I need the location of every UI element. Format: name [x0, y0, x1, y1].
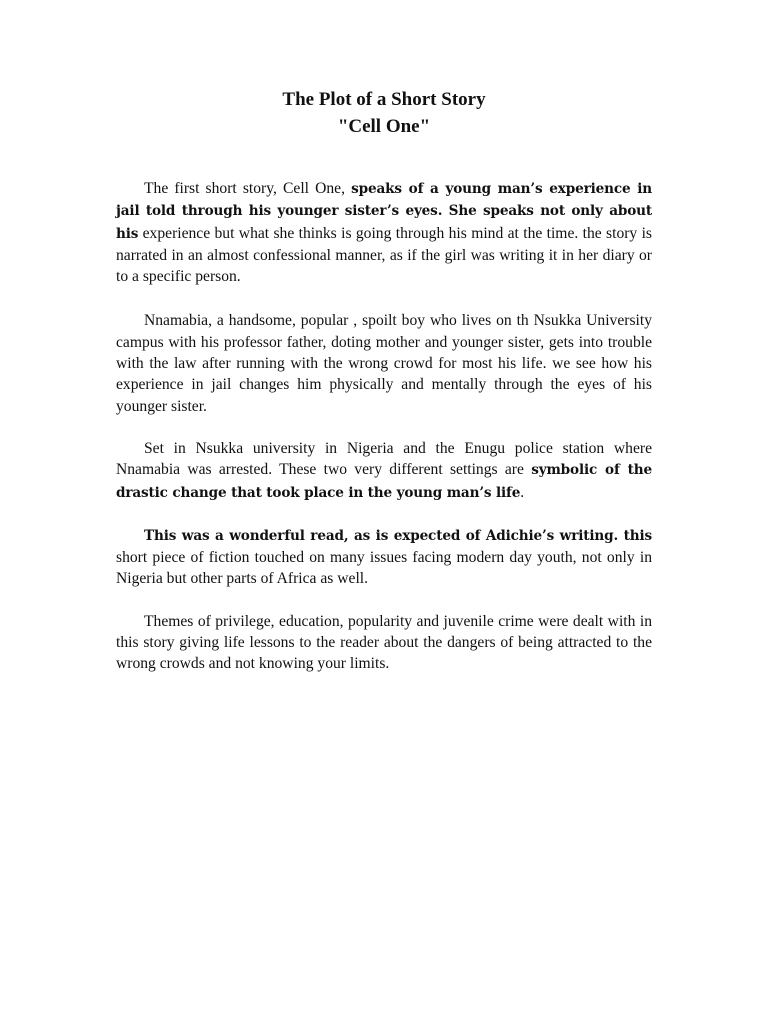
paragraph-setting-emphasis: symbolic of the drastic change that took place in the young man’s life	[116, 462, 652, 501]
paragraph-intro-text-2: experience but what she thinks is going through his mind at the time. the story is narrated in an almost confessional manner, as if the girl was writing it in her diary or to a specific person.	[116, 224, 652, 286]
document-page	[116, 86, 652, 675]
paragraph-setting-text-2: .	[520, 483, 525, 501]
paragraph-review-emphasis: This was a wonderful read, as is expected of Adichie’s writing. this	[144, 527, 652, 544]
paragraph-setting-text-1: Set in Nsukka university in Nigeria and the Enugu police station where Nnamabia was arrested. These two very different settings are	[116, 439, 652, 479]
title-block	[116, 86, 652, 140]
paragraph-intro	[116, 178, 652, 287]
paragraph-themes: Themes of privilege, education, popularity and juvenile crime were dealt with in this story giving life lessons to the reader about the dangers of being attracted to the wrong crowds and not knowing your limits.	[116, 612, 652, 673]
paragraph-review	[116, 525, 652, 590]
page-title: The Plot of a Short Story	[282, 89, 486, 110]
paragraph-intro-text-1: The first short story, Cell One,	[144, 180, 352, 197]
paragraph-review-text: short piece of fiction touched on many issues facing modern day youth, not only in Nigeria but other parts of Africa as well.	[116, 549, 652, 588]
paragraph-intro-emphasis: speaks of a young man’s experience in jail told through his younger sister’s eyes. She speaks not only about his	[116, 181, 652, 242]
page-subtitle: "Cell One"	[337, 116, 431, 137]
paragraph-setting	[116, 438, 652, 504]
paragraph-nnamabia: Nnamabia, a handsome, popular , spoilt boy who lives on th Nsukka University campus with his professor father, doting mother and younger sister, gets into trouble with the law after running with the wrong crowd for most his life. we see how his experience in jail changes him physically and mentally through the eyes of his younger sister.	[116, 312, 652, 415]
